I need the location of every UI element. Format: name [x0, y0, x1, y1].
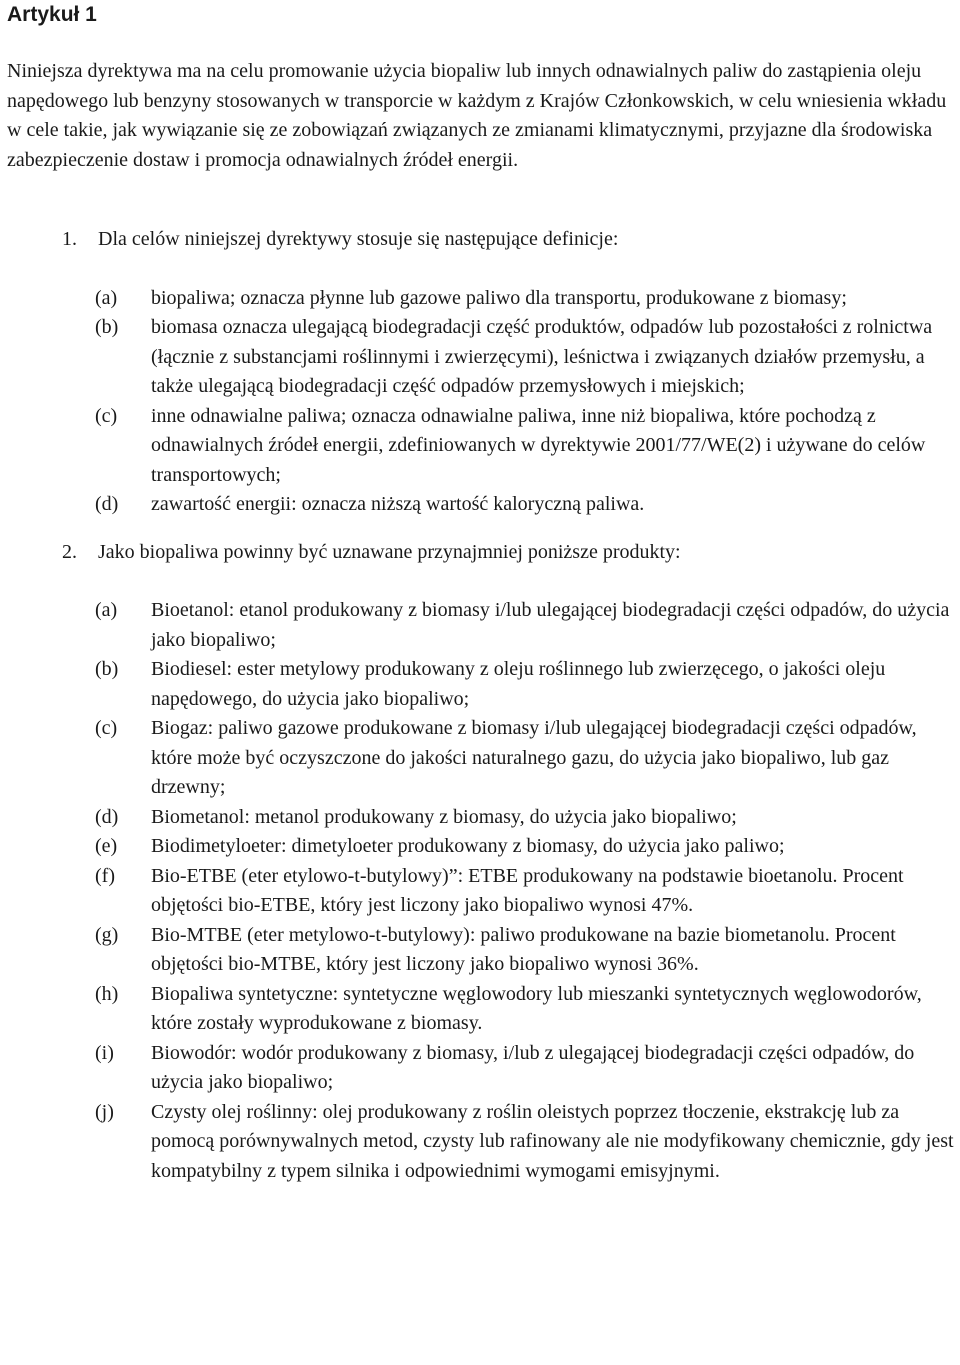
intro-paragraph: Niniejsza dyrektywa ma na celu promowanie użycia biopaliw lub innych odnawialnych paliw do zastąpienia oleju napędowego lub benzyny stosowanych w transporcie w każdym z Krajów Członkowskich, w celu wniesienia wkładu w cele takie, jak wywiązanie się ze zobowiązań związanych ze zmianami klimatycznymi, przyjazne dla środowiska zabezpieczenie dostaw i promocja odnawialnych źródeł energii.	[7, 60, 947, 171]
point-2	[7, 538, 957, 568]
item-text: Biometanol: metanol produkowany z biomasy, do użycia jako biopaliwo;	[151, 805, 737, 828]
list-item	[7, 832, 957, 862]
item-label: (a)	[95, 286, 118, 309]
list-item	[7, 714, 957, 803]
item-text: inne odnawialne paliwa; oznacza odnawialne paliwa, inne niż biopaliwa, które pochodzą z odnawialnych źródeł energii, zdefiniowanych w dyrektywie 2001/77/WE(2) i używane do celów transportowych;	[151, 404, 926, 486]
item-label: (j)	[95, 1100, 114, 1123]
item-label: (h)	[95, 982, 119, 1005]
item-text: Bioetanol: etanol produkowany z biomasy i/lub ulegającej biodegradacji części odpadów, do użycia jako biopaliwo;	[151, 599, 950, 651]
item-label: (e)	[95, 835, 118, 857]
article-title: Artykuł 1	[7, 3, 97, 26]
list-item	[7, 313, 957, 402]
item-text: biomasa oznacza ulegającą biodegradacji część produktów, odpadów lub pozostałości z rolnictwa (łącznie z substancjami roślinnymi i zwierzęcymi), leśnictwa i związanych działów przemysłu, a także ulegającą biodegradacji część odpadów przemysłowych i miejskich;	[151, 316, 933, 397]
item-text: Biodimetyloeter: dimetyloeter produkowany z biomasy, do użycia jako paliwo;	[151, 835, 785, 857]
list-item	[7, 980, 957, 1039]
item-label: (b)	[95, 316, 119, 338]
item-label: (f)	[95, 864, 115, 887]
definitions-list	[7, 284, 957, 520]
item-label: (c)	[95, 404, 118, 427]
item-text: Biogaz: paliwo gazowe produkowane z biomasy i/lub ulegającej biodegradacji części odpadów, które może być oczyszczone do jakości naturalnego gazu, do użycia jako biopaliwo, lub gaz drzewny;	[151, 717, 917, 798]
list-item	[7, 655, 957, 714]
list-item	[7, 862, 957, 921]
list-item	[7, 402, 957, 491]
item-text: biopaliwa; oznacza płynne lub gazowe paliwo dla transportu, produkowane z biomasy;	[151, 286, 847, 309]
list-item	[7, 1039, 957, 1098]
list-item	[7, 1098, 957, 1187]
biofuels-list	[7, 596, 957, 1186]
point-1	[7, 225, 957, 255]
item-label: (a)	[95, 599, 118, 621]
point-number: 1.	[62, 228, 77, 250]
item-label: (d)	[95, 493, 119, 515]
list-item	[7, 490, 957, 520]
item-label: (d)	[95, 805, 119, 828]
item-text: Czysty olej roślinny: olej produkowany z roślin oleistych poprzez tłoczenie, ekstrakcję lub za pomocą porównywalnych metod, czysty lub rafinowany ale nie modyfikowany chemicznie, gdy jest kompatybilny z typem silnika i odpowiednimi wymogami emisyjnymi.	[151, 1100, 954, 1182]
item-text: Bio-MTBE (eter metylowo-t-butylowy): paliwo produkowane na bazie biometanolu. Procent objętości bio-MTBE, który jest liczony jako biopaliwo wynosi 36%.	[151, 923, 896, 975]
item-text: Biowodór: wodór produkowany z biomasy, i/lub z ulegającej biodegradacji części odpadów, do użycia jako biopaliwo;	[151, 1041, 915, 1093]
item-label: (c)	[95, 717, 118, 739]
item-text: Bio-ETBE (eter etylowo-t-butylowy)”: ETBE produkowany na podstawie bioetanolu. Procent objętości bio-ETBE, który jest liczony jako biopaliwo wynosi 47%.	[151, 864, 904, 916]
item-text: zawartość energii: oznacza niższą wartość kaloryczną paliwa.	[151, 493, 645, 515]
point-text: Jako biopaliwa powinny być uznawane przynajmniej poniższe produkty:	[98, 540, 681, 563]
item-label: (i)	[95, 1041, 114, 1064]
list-item	[7, 284, 957, 314]
point-number: 2.	[62, 540, 77, 563]
list-item	[7, 921, 957, 980]
item-label: (b)	[95, 658, 119, 680]
point-text: Dla celów niniejszej dyrektywy stosuje się następujące definicje:	[98, 228, 619, 250]
document-page	[7, 0, 957, 1186]
list-item	[7, 596, 957, 655]
list-item	[7, 803, 957, 833]
item-text: Biodiesel: ester metylowy produkowany z oleju roślinnego lub zwierzęcego, o jakości oleju napędowego, do użycia jako biopaliwo;	[151, 658, 886, 710]
item-label: (g)	[95, 923, 119, 946]
item-text: Biopaliwa syntetyczne: syntetyczne węglowodory lub mieszanki syntetycznych węglowodorów, które zostały wyprodukowane z biomasy.	[151, 982, 922, 1034]
